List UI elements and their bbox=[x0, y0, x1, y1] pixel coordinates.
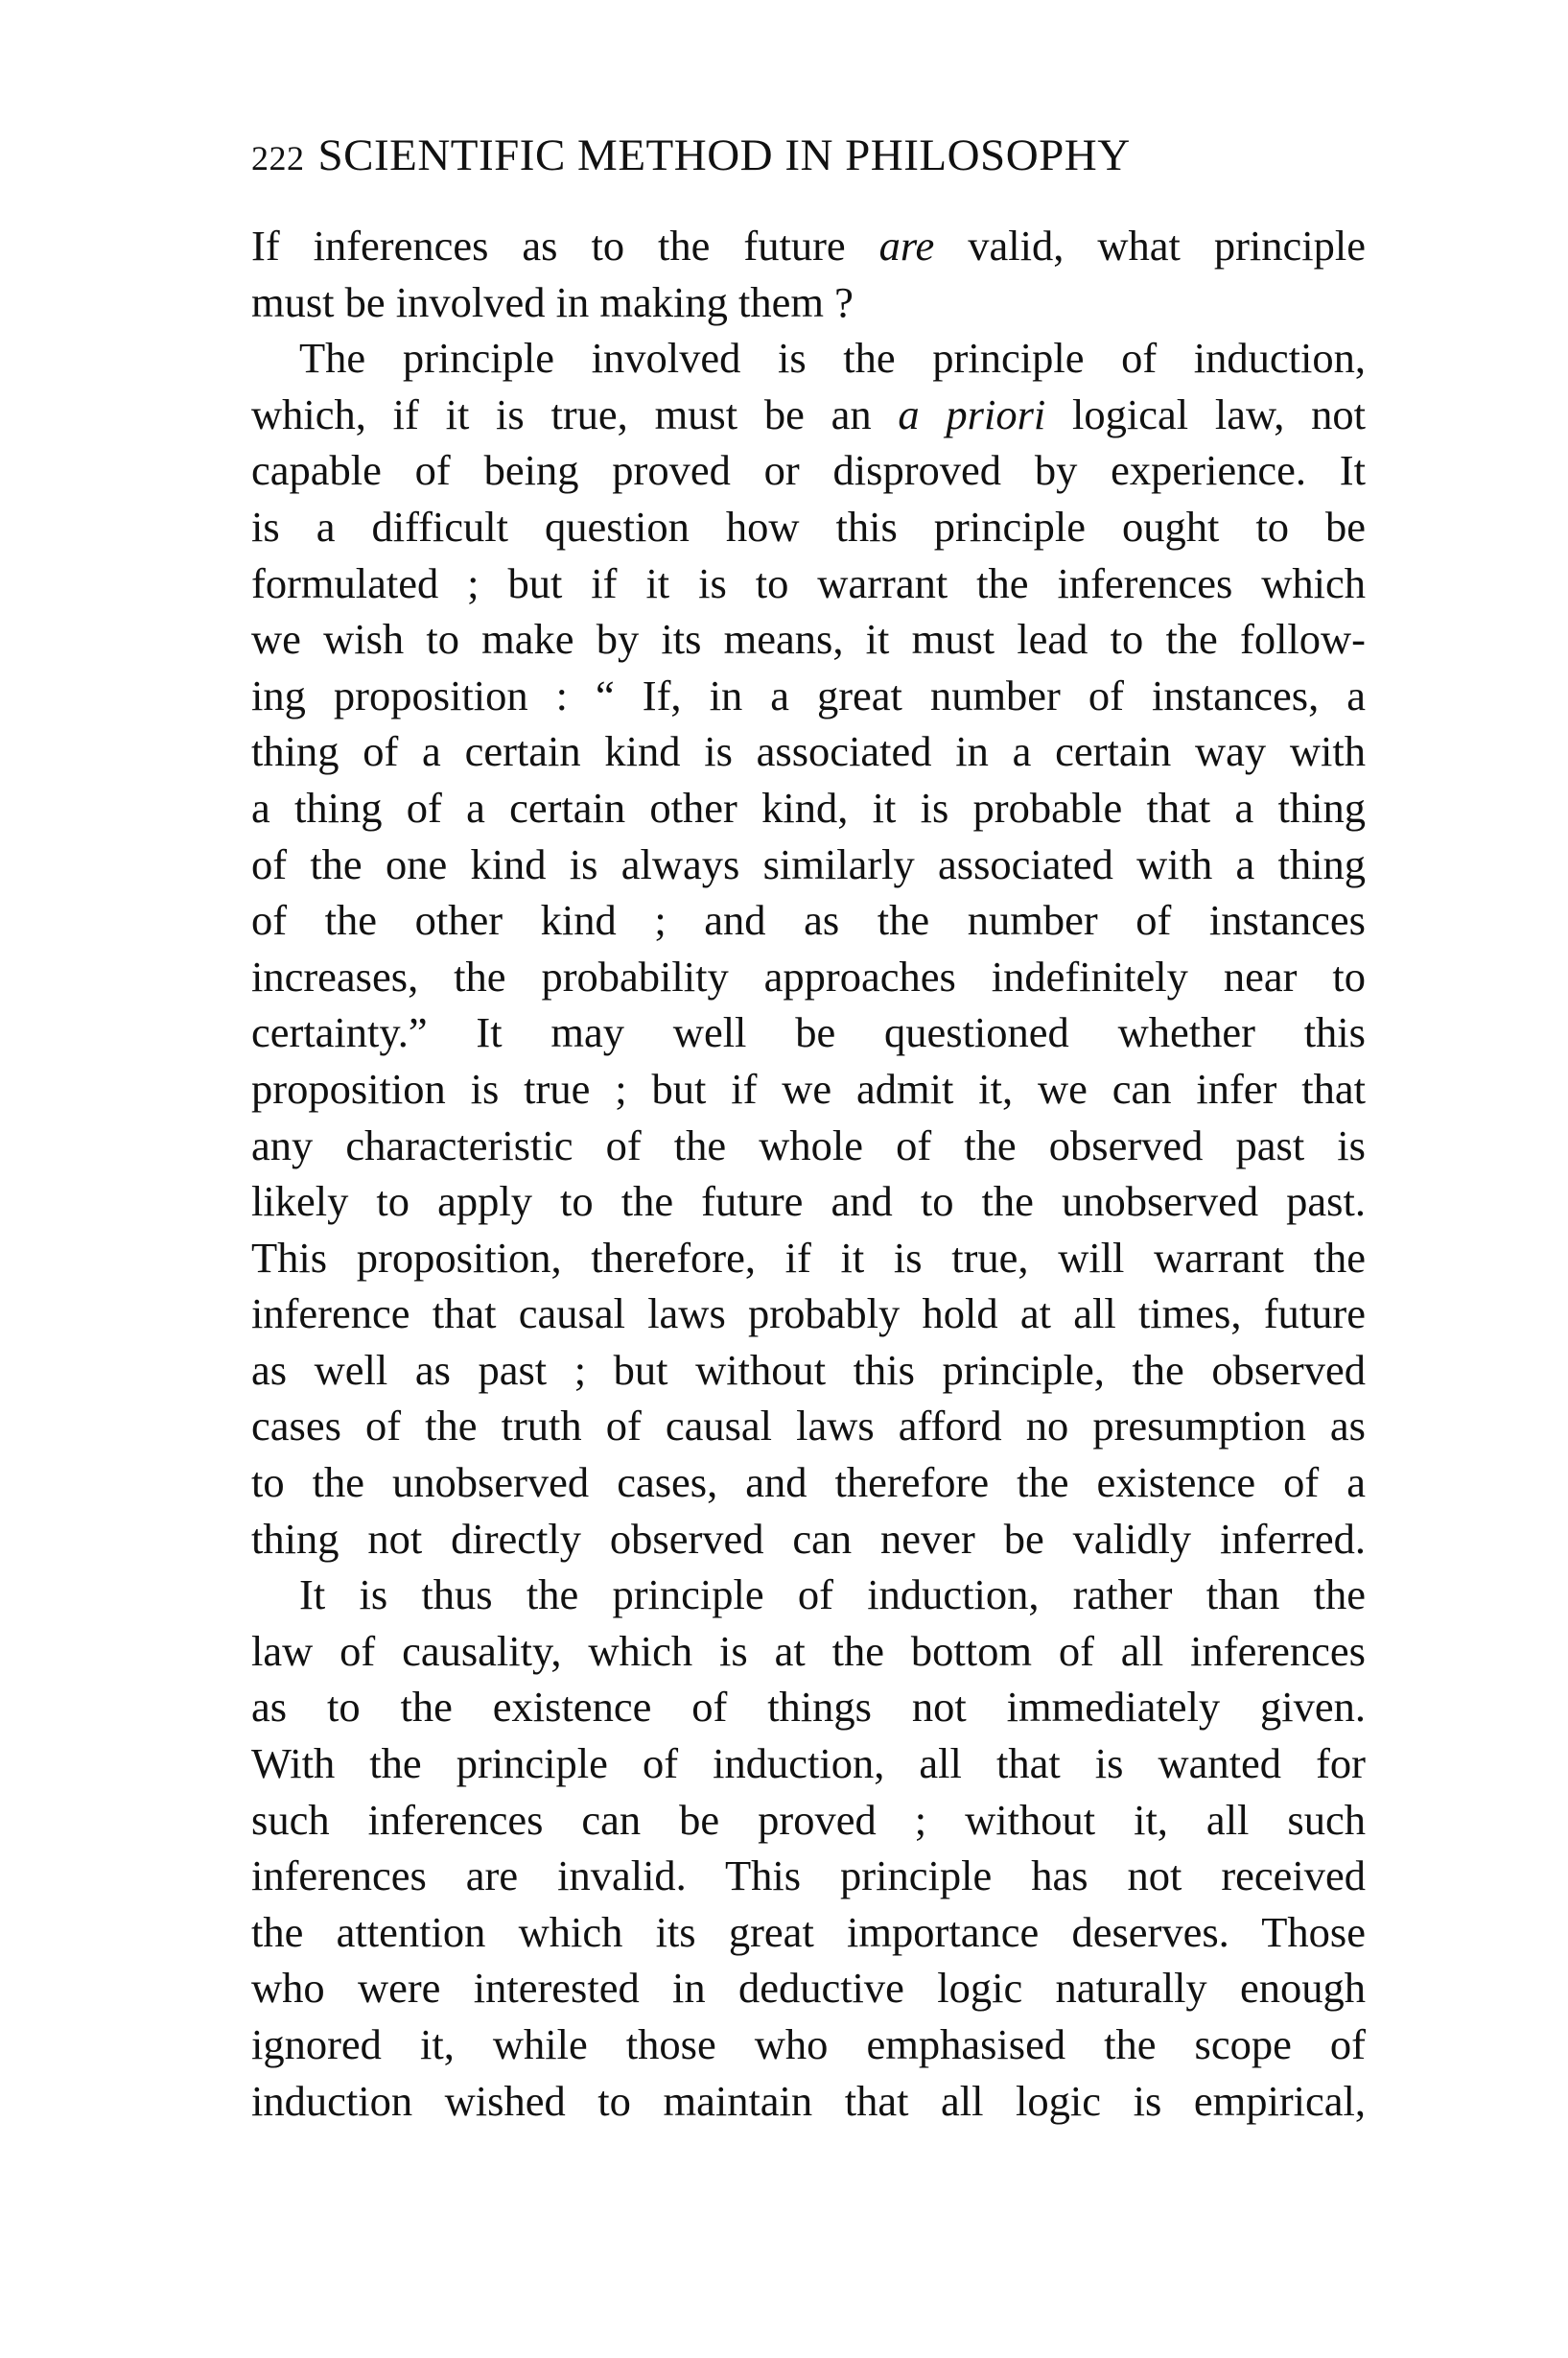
text-line bbox=[251, 1567, 1366, 1623]
text-segment: This proposition, therefore, if it is true, will warrant the bbox=[251, 1233, 1366, 1282]
text-segment: the attention which its great importance deserves. Those bbox=[251, 1907, 1366, 1956]
text-line bbox=[251, 1230, 1366, 1286]
text-segment: ignored it, while those who emphasised the scope of bbox=[251, 2020, 1366, 2068]
text-segment: of the one kind is always similarly associated with a thing bbox=[251, 839, 1366, 888]
text-line bbox=[251, 330, 1366, 387]
text-line bbox=[251, 1960, 1366, 2016]
text-segment: The principle involved is the principle of induction, bbox=[299, 334, 1366, 383]
text-segment: proposition is true ; but if we admit it, we can infer that bbox=[251, 1064, 1366, 1113]
text-segment: valid, what principle bbox=[934, 222, 1366, 270]
text-line bbox=[251, 1679, 1366, 1735]
text-segment: likely to apply to the future and to the unobserved past. bbox=[251, 1177, 1366, 1226]
text-line bbox=[251, 1004, 1366, 1061]
text-line bbox=[251, 555, 1366, 612]
text-segment: a thing of a certain other kind, it is probable that a thing bbox=[251, 783, 1366, 832]
text-line bbox=[251, 1511, 1366, 1568]
text-segment: thing of a certain kind is associated in a certain way with bbox=[251, 727, 1366, 776]
text-line bbox=[251, 387, 1366, 443]
text-line bbox=[251, 1623, 1366, 1680]
text-segment: ing proposition : “ If, in a great number of instances, a bbox=[251, 671, 1366, 719]
text-line bbox=[251, 2016, 1366, 2073]
text-line bbox=[251, 1173, 1366, 1230]
text-line bbox=[251, 1848, 1366, 1904]
text-segment: thing not directly observed can never be validly inferred. bbox=[251, 1514, 1366, 1563]
text-segment: increases, the probability approaches indefinitely near to bbox=[251, 952, 1366, 1001]
page-number: 222 bbox=[251, 139, 305, 177]
text-segment: as to the existence of things not immediately given. bbox=[251, 1683, 1366, 1732]
text-segment: If inferences as to the future bbox=[251, 222, 879, 270]
text-line bbox=[251, 1792, 1366, 1849]
text-line bbox=[251, 723, 1366, 780]
text-segment: cases of the truth of causal laws afford no presumption as bbox=[251, 1402, 1366, 1450]
running-header bbox=[251, 128, 1366, 183]
text-line bbox=[251, 274, 1366, 331]
text-segment: inference that causal laws probably hold at all times, future bbox=[251, 1289, 1366, 1338]
text-segment: With the principle of induction, all that is wanted for bbox=[251, 1739, 1366, 1788]
text-line bbox=[251, 837, 1366, 893]
text-line bbox=[251, 1118, 1366, 1174]
text-line bbox=[251, 2073, 1366, 2130]
text-line bbox=[251, 1342, 1366, 1399]
text-segment: inferences are invalid. This principle has not received bbox=[251, 1851, 1366, 1900]
body-text bbox=[251, 218, 1366, 2129]
text-segment: which, if it is true, must be an bbox=[251, 389, 899, 438]
text-line bbox=[251, 892, 1366, 949]
text-line bbox=[251, 668, 1366, 724]
text-segment: capable of being proved or disproved by experience. It bbox=[251, 446, 1366, 495]
text-line bbox=[251, 1904, 1366, 1961]
text-line bbox=[251, 1398, 1366, 1454]
text-segment: any characteristic of the whole of the observed past is bbox=[251, 1120, 1366, 1169]
text-segment: law of causality, which is at the bottom of all inferences bbox=[251, 1626, 1366, 1675]
text-segment: formulated ; but if it is to warrant the inferences which bbox=[251, 558, 1366, 607]
text-segment: of the other kind ; and as the number of instances bbox=[251, 896, 1366, 945]
text-line bbox=[251, 780, 1366, 837]
text-line bbox=[251, 1454, 1366, 1511]
text-segment: such inferences can be proved ; without it, all such bbox=[251, 1795, 1366, 1844]
text-segment: who were interested in deductive logic naturally enough bbox=[251, 1964, 1366, 2013]
text-segment: It is thus the principle of induction, rather than the bbox=[299, 1570, 1366, 1619]
text-segment: as well as past ; but without this principle, the observed bbox=[251, 1345, 1366, 1394]
text-segment: we wish to make by its means, it must lead to the follow- bbox=[251, 615, 1366, 664]
text-line bbox=[251, 1061, 1366, 1118]
italic-text: are bbox=[878, 222, 935, 270]
text-line bbox=[251, 949, 1366, 1005]
text-line bbox=[251, 499, 1366, 555]
text-segment: to the unobserved cases, and therefore the existence of a bbox=[251, 1458, 1366, 1507]
text-segment: induction wished to maintain that all logic is empirical, bbox=[251, 2076, 1366, 2125]
text-line bbox=[251, 218, 1366, 274]
text-segment: certainty.” It may well be questioned whether this bbox=[251, 1008, 1366, 1057]
text-line bbox=[251, 1285, 1366, 1342]
text-segment: must be involved in making them ? bbox=[251, 277, 854, 326]
text-segment: is a difficult question how this principle ought to be bbox=[251, 502, 1366, 551]
text-segment: logical law, not bbox=[1045, 389, 1366, 438]
text-line bbox=[251, 611, 1366, 668]
italic-text: a priori bbox=[898, 389, 1046, 438]
text-line bbox=[251, 1735, 1366, 1792]
running-title: SCIENTIFIC METHOD IN PHILOSOPHY bbox=[317, 130, 1131, 180]
text-line bbox=[251, 442, 1366, 499]
